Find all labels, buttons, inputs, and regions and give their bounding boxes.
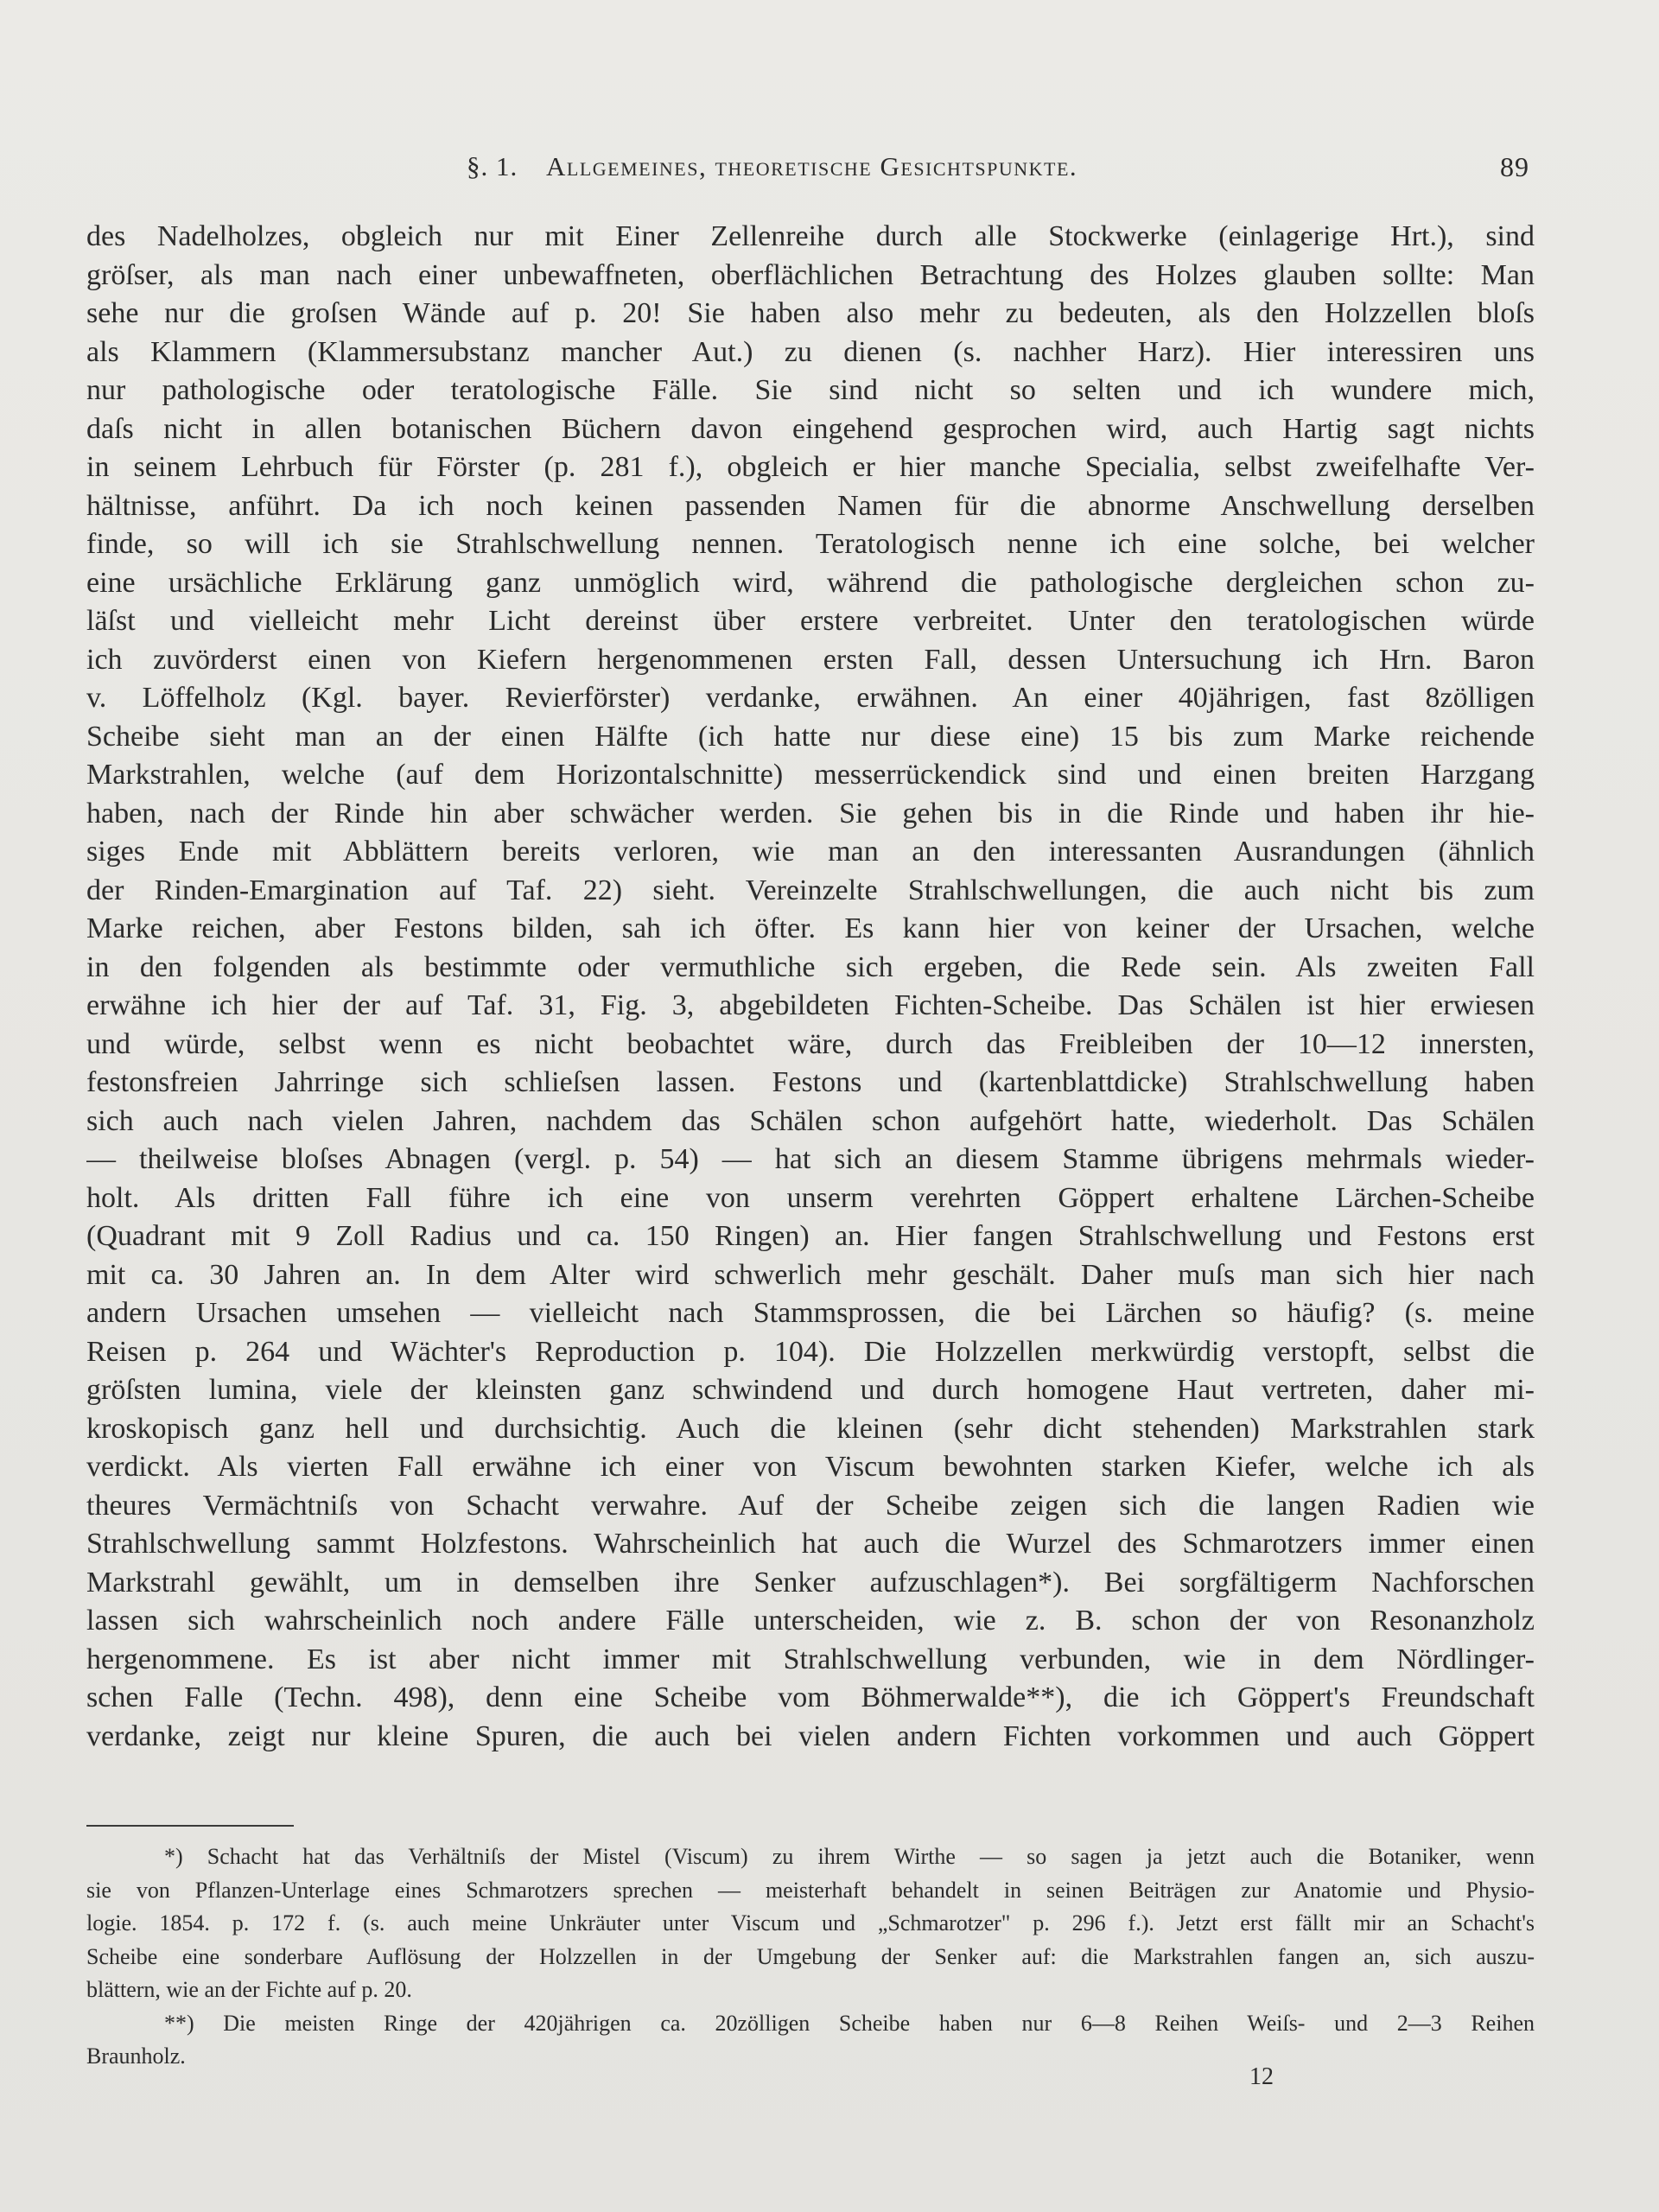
text-line: haben, nach der Rinde hin aber schwächer werden. Sie gehen bis in die Rinde und haben ihr hie- [86, 797, 1535, 830]
text-line: und würde, selbst wenn es nicht beobachtet wäre, durch das Freibleiben der 10—12 innersten, [86, 1027, 1535, 1060]
text-line: schen Falle (Techn. 498), denn eine Scheibe vom Böhmerwalde**), die ich Göppert's Freundschaft [86, 1681, 1535, 1713]
text-line: verdickt. Als vierten Fall erwähne ich einer von Viscum bewohnten starken Kiefer, welche ich als [86, 1451, 1535, 1483]
text-line: Reisen p. 264 und Wächter's Reproduction p. 104). Die Holzzellen merkwürdig verstopft, selbst die [86, 1335, 1535, 1368]
text-line: sich auch nach vielen Jahren, nachdem das Schälen schon aufgehört hatte, wiederholt. Das Schälen [86, 1104, 1535, 1137]
text-line: Markstrahlen, welche (auf dem Horizontalschnitte) messerrückendick sind und einen breiten Harzgang [86, 759, 1535, 791]
footnote-rule [86, 1825, 294, 1827]
text-line: mit ca. 30 Jahren an. In dem Alter wird schwerlich mehr geschält. Daher muſs man sich hier nach [86, 1258, 1535, 1291]
footnote-line: logie. 1854. p. 172 f. (s. auch meine Unkräuter unter Viscum und „Schmarotzer" p. 296 f.). Jetzt erst fällt mir an Schacht's [86, 1910, 1535, 1936]
text-line: gröſser, als man nach einer unbewaffneten, oberflächlichen Betrachtung des Holzes glauben sollte: Man [86, 258, 1535, 291]
signature-mark: 12 [1249, 2063, 1274, 2090]
footnote-line: Scheibe eine sonderbare Auflösung der Holzzellen in der Umgebung der Senker auf: die Markstrahlen fangen an, sich auszu- [86, 1943, 1535, 1969]
footnote-line: **) Die meisten Ringe der 420jährigen ca. 20zölligen Scheibe haben nur 6—8 Reihen Weiſs- und 2—3 Reihen [164, 2010, 1535, 2036]
text-line: in seinem Lehrbuch für Förster (p. 281 f.), obgleich er hier manche Specialia, selbst zweifelhafte Ver- [86, 451, 1535, 483]
text-line: andern Ursachen umsehen — vielleicht nach Stammsprossen, die bei Lärchen so häufig? (s. meine [86, 1297, 1535, 1329]
footnote-line: *) Schacht hat das Verhältniſs der Mistel (Viscum) zu ihrem Wirthe — so sagen ja jetzt auch die Botaniker, wenn [164, 1844, 1535, 1869]
text-line: v. Löffelholz (Kgl. bayer. Revierförster) verdanke, erwähnen. An einer 40jährigen, fast 8zölligen [86, 682, 1535, 714]
text-line: erwähne ich hier der auf Taf. 31, Fig. 3, abgebildeten Fichten-Scheibe. Das Schälen ist hier erwiesen [86, 989, 1535, 1021]
text-line: der Rinden-Emargination auf Taf. 22) sieht. Vereinzelte Strahlschwellungen, die auch nicht bis zum [86, 874, 1535, 906]
text-line: finde, so will ich sie Strahlschwellung nennen. Teratologisch nenne ich eine solche, bei welcher [86, 528, 1535, 560]
text-line: als Klammern (Klammersubstanz mancher Aut.) zu dienen (s. nachher Harz). Hier interessiren uns [86, 335, 1535, 368]
text-line: Strahlschwellung sammt Holzfestons. Wahrscheinlich hat auch die Wurzel des Schmarotzers immer einen [86, 1528, 1535, 1560]
section-number: §. 1. [467, 151, 518, 181]
text-line: lassen sich wahrscheinlich noch andere Fälle unterscheiden, wie z. B. schon der von Resonanzholz [86, 1605, 1535, 1637]
text-line: theures Vermächtniſs von Schacht verwahre. Auf der Scheibe zeigen sich die langen Radien wie [86, 1489, 1535, 1522]
text-line: nur pathologische oder teratologische Fälle. Sie sind nicht so selten und ich wundere mich, [86, 374, 1535, 406]
text-line: festonsfreien Jahrringe sich schlieſsen lassen. Festons und (kartenblattdicke) Strahlschwellung haben [86, 1066, 1535, 1098]
text-line: ich zuvörderst einen von Kiefern hergenommenen ersten Fall, dessen Untersuchung ich Hrn. Baron [86, 643, 1535, 676]
footnote-line: sie von Pflanzen-Unterlage eines Schmarotzers sprechen — meisterhaft behandelt in seinen Beiträgen zur Anatomie und Physio- [86, 1877, 1535, 1903]
text-line: (Quadrant mit 9 Zoll Radius und ca. 150 Ringen) an. Hier fangen Strahlschwellung und Festons erst [86, 1220, 1535, 1252]
section-title: Allgemeines, theoretische Gesichtspunkte. [546, 151, 1078, 181]
text-line: des Nadelholzes, obgleich nur mit Einer Zellenreihe durch alle Stockwerke (einlagerige Hrt.), sind [86, 220, 1535, 252]
text-line: in den folgenden als bestimmte oder vermuthliche sich ergeben, die Rede sein. Als zweiten Fall [86, 950, 1535, 983]
text-line: siges Ende mit Abblättern bereits verloren, wie man an den interessanten Ausrandungen (ähnlich [86, 836, 1535, 868]
text-line: Markstrahl gewählt, um in demselben ihre Senker aufzuschlagen*). Bei sorgfältigerm Nachforschen [86, 1566, 1535, 1599]
footnote-line: blättern, wie an der Fichte auf p. 20. [86, 1977, 412, 2002]
text-line: daſs nicht in allen botanischen Büchern davon eingehend gesprochen wird, auch Hartig sagt nichts [86, 412, 1535, 445]
footnote-line: Braunholz. [86, 2044, 186, 2069]
text-line: gröſsten lumina, viele der kleinsten ganz schwindend und durch homogene Haut vertreten, daher mi- [86, 1374, 1535, 1406]
text-line: Marke reichen, aber Festons bilden, sah ich öfter. Es kann hier von keiner der Ursachen, welche [86, 912, 1535, 944]
text-line: läſst und vielleicht mehr Licht dereinst über erstere verbreitet. Unter den teratologischen würde [86, 605, 1535, 637]
text-line: Scheibe sieht man an der einen Hälfte (ich hatte nur diese eine) 15 bis zum Marke reichende [86, 720, 1535, 753]
text-line: eine ursächliche Erklärung ganz unmöglich wird, während die pathologische dergleichen schon zu- [86, 566, 1535, 599]
text-line: hältnisse, anführt. Da ich noch keinen passenden Namen für die abnorme Anschwellung derselben [86, 489, 1535, 522]
text-line: holt. Als dritten Fall führe ich eine von unserm verehrten Göppert erhaltene Lärchen-Scheibe [86, 1181, 1535, 1214]
text-line: hergenommene. Es ist aber nicht immer mit Strahlschwellung verbunden, wie in dem Nördlinger- [86, 1643, 1535, 1675]
text-line: kroskopisch ganz hell und durchsichtig. Auch die kleinen (sehr dicht stehenden) Markstrahlen stark [86, 1412, 1535, 1445]
running-header [467, 151, 1529, 194]
text-line: verdanke, zeigt nur kleine Spuren, die auch bei vielen andern Fichten vorkommen und auch Göppert [86, 1719, 1535, 1752]
text-line: — theilweise bloſses Abnagen (vergl. p. 54) — hat sich an diesem Stamme übrigens mehrmals wieder- [86, 1143, 1535, 1175]
page-number: 89 [1500, 151, 1529, 182]
body-text [86, 218, 1535, 1756]
footnotes [86, 1840, 1535, 2074]
text-line: sehe nur die groſsen Wände auf p. 20! Sie haben also mehr zu bedeuten, als den Holzzellen bloſs [86, 297, 1535, 329]
